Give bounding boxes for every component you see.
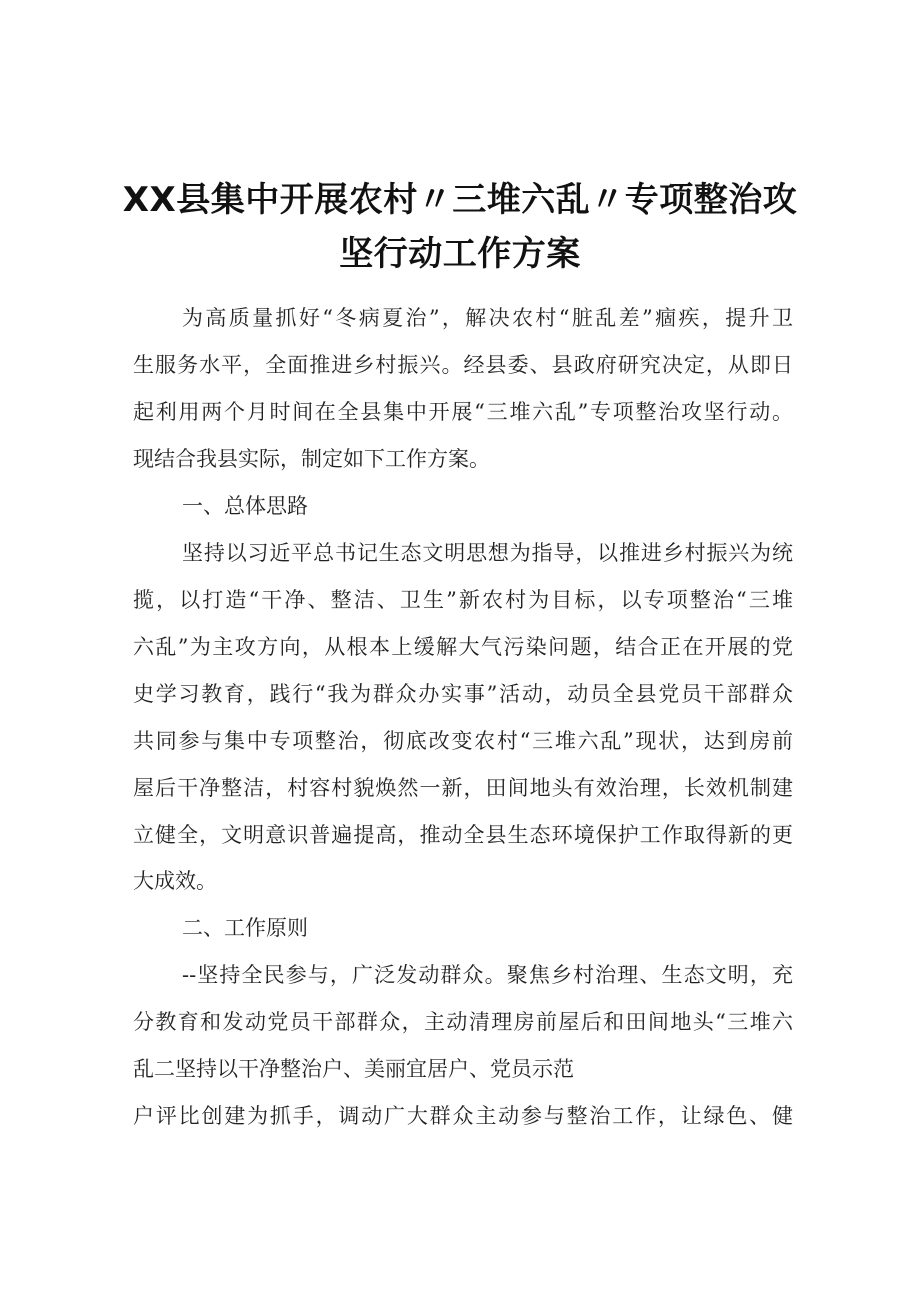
paragraph-approach-line-4: 史学习教育，践行“我为群众办实事”活动，动员全县党员干部群众 [133,682,793,706]
paragraph-approach-line-6: 屋后干净整洁，村容村貌焕然一新，田间地头有效治理，长效机制建 [133,776,793,800]
paragraph-intro-line-4: 现结合我县实际，制定如下工作方案。 [133,447,490,471]
document-title-line-1: XX县集中开展农村〃三堆六乱〃专项整治攻 [122,180,798,220]
paragraph-intro-line-2: 生服务水平，全面推进乡村振兴。经县委、县政府研究决定，从即日 [133,353,793,377]
paragraph-principles-line-3: 乱二坚持以干净整治户、美丽宜居户、党员示范 [133,1057,574,1081]
paragraph-approach-line-3: 六乱”为主攻方向，从根本上缓解大气污染问题，结合正在开展的党 [133,635,793,659]
paragraph-intro-line-3: 起利用两个月时间在全县集中开展“三堆六乱”专项整治攻坚行动。 [133,400,793,424]
paragraph-intro-line-1: 为高质量抓好“冬病夏治”，解决农村“脏乱差”痼疾，提升卫 [182,306,793,330]
paragraph-approach-line-7: 立健全，文明意识普遍提高，推动全县生态环境保护工作取得新的更 [133,823,793,847]
paragraph-principles-line-4: 户评比创建为抓手，调动广大群众主动参与整治工作，让绿色、健 [133,1104,793,1128]
paragraph-approach-line-5: 共同参与集中专项整治，彻底改变农村“三堆六乱”现状，达到房前 [133,729,793,753]
section-heading-work-principles: 二、工作原则 [182,916,308,940]
paragraph-approach-line-2: 揽，以打造“干净、整洁、卫生”新农村为目标，以专项整治“三堆 [133,588,793,612]
document-title-line-2: 坚行动工作方案 [339,234,581,274]
paragraph-principles-line-1: --坚持全民参与，广泛发动群众。聚焦乡村治理、生态文明，充 [182,963,793,987]
section-heading-overall-approach: 一、总体思路 [182,494,308,518]
paragraph-approach-line-1: 坚持以习近平总书记生态文明思想为指导，以推进乡村振兴为统 [182,541,793,565]
paragraph-approach-line-8: 大成效。 [133,869,217,893]
paragraph-principles-line-2: 分教育和发动党员干部群众，主动清理房前屋后和田间地头“三堆六 [133,1010,793,1034]
